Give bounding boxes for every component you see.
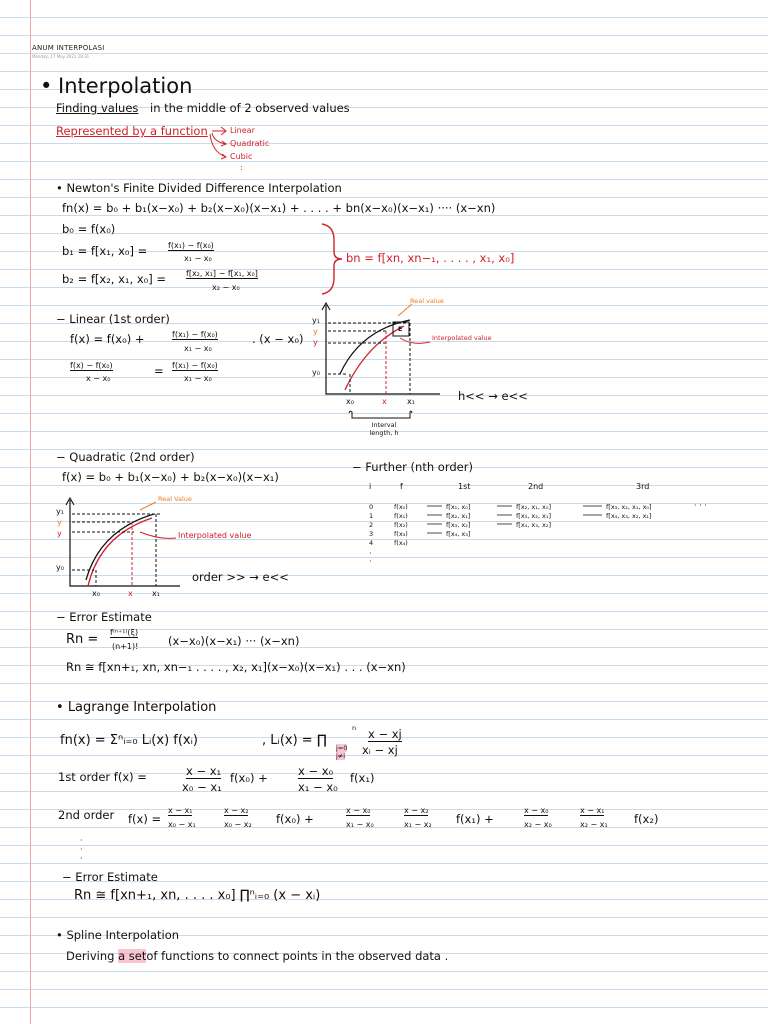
lag2-2-f: f(x₂) [634, 812, 659, 826]
spline-desc-highlight: a set [118, 949, 147, 963]
error1-rn-left: Rn = [66, 632, 99, 647]
newton-b1-num: f(x₁) − f(x₀) [168, 241, 214, 250]
lag2-1-n1: x − x₀ [346, 806, 371, 815]
quad-heading-text: Quadratic (2nd order) [69, 450, 195, 464]
lagrange-heading: • Lagrange Interpolation [56, 700, 217, 715]
error2-heading-text: Error Estimate [75, 870, 158, 884]
newton-b2-num: f[x₂, x₁] − f[x₁, x₀] [186, 269, 258, 278]
error2-heading: − Error Estimate [62, 870, 158, 884]
error1-heading: − Error Estimate [56, 610, 152, 624]
spline-desc-before: Deriving [66, 949, 115, 963]
ft-ellipsis: · · · [694, 501, 707, 510]
quad-x0: x₀ [92, 589, 100, 598]
lagrange-li-sub1: j=0 [336, 744, 348, 752]
linear-x: x [382, 397, 387, 406]
bullet: • [40, 74, 53, 98]
newton-bn: bn = f[xn, xn−₁, . . . . , x₁, x₀] [346, 251, 515, 265]
lag2-1-n2: x − x₂ [404, 806, 429, 815]
lag2-0-n2: x − x₂ [224, 806, 249, 815]
error2-eq: Rn ≅ f[xn+₁, xn, . . . . x₀] ∏ⁿᵢ₌₀ (x − xᵢ) [74, 888, 321, 903]
page-title: Interpolation [58, 74, 193, 98]
lag2-0-n1: x − x₁ [168, 806, 193, 815]
spline-desc-after: of functions to connect points in the observed data . [146, 949, 449, 963]
ft-i-0: 0 [369, 503, 374, 511]
ft-c1-3: f[x₄, x₃] [446, 530, 471, 538]
linear-y: y [313, 327, 318, 336]
lag2-1-f: f(x₁) + [456, 812, 494, 826]
quad-eq: f(x) = b₀ + b₁(x−x₀) + b₂(x−x₀)(x−x₁) [62, 470, 279, 484]
quad-x1: x₁ [152, 589, 160, 598]
ft-c1-2: f[x₃, x₂] [446, 521, 471, 529]
ft-c1-1: f[x₂, x₁] [446, 512, 471, 520]
ft-f-1: f(x₁) [394, 512, 408, 520]
quad-y-interp: y [57, 529, 62, 538]
linear-heading: − Linear (1st order) [56, 312, 170, 326]
lagrange-vdots: · · · [80, 836, 83, 863]
linear-interval: Interval length, h [369, 421, 399, 437]
spline-heading-text: Spline Interpolation [66, 928, 180, 942]
lag2-2-d2: x₂ − x₁ [580, 820, 608, 829]
linear-interp-label: Interpolated value [432, 334, 492, 342]
linear-error-mark: E [398, 325, 403, 333]
ft-f-2: f(x₂) [394, 521, 408, 529]
ft-c2-1: f[x₃, x₂, x₁] [516, 512, 551, 520]
lag1-t1-f: f(x₀) + [230, 771, 268, 785]
linear-eq-right: . (x − x₀) [252, 332, 304, 346]
ft-i-1: 1 [369, 512, 374, 520]
further-col-3rd: 3rd [636, 482, 650, 491]
newton-b1-den: x₁ − x₀ [184, 254, 212, 263]
lag2-0-d1: x₀ − x₁ [168, 820, 196, 829]
linear-y-interp: y [313, 338, 318, 347]
linear-y0: y₀ [312, 368, 320, 377]
newton-heading-text: Newton's Finite Divided Difference Interpolation [66, 181, 342, 195]
lagrange-li-left: , Lᵢ(x) = ∏ [262, 733, 327, 748]
lag2-0-d2: x₀ − x₂ [224, 820, 252, 829]
lag1-t2-num: x − x₀ [298, 764, 334, 778]
ft-c1-0: f[x₁, x₀] [446, 503, 471, 511]
linear-ratio-eq: = [154, 364, 164, 378]
ft-i-2: 2 [369, 521, 374, 529]
linear-ratio-left-num: f(x) − f(x₀) [70, 361, 113, 370]
linear-eq-left: f(x) = f(x₀) + [70, 332, 145, 346]
intro-represented: Represented by a function [56, 124, 208, 138]
page-header-title: ANUM INTERPOLASI [32, 44, 105, 52]
lagrange-fn: fn(x) = Σⁿᵢ₌₀ Lᵢ(x) f(xᵢ) [60, 733, 199, 748]
ft-i-3: 3 [369, 530, 374, 538]
lag2-eq: f(x) = [128, 812, 162, 826]
lag1-t1-num: x − x₁ [186, 764, 222, 778]
page-header-date: Monday, 17 May 2021 18:31 [32, 54, 90, 59]
ft-c2-0: f[x₂, x₁, x₀] [516, 503, 551, 511]
further-col-2nd: 2nd [528, 482, 544, 491]
ft-i-4: 4 [369, 539, 374, 547]
linear-ratio-right-den: x₁ − x₀ [184, 374, 212, 383]
lag1-t1-den: x₀ − x₁ [182, 780, 222, 794]
linear-y1: y₁ [312, 316, 320, 325]
intro-line1-b: in the middle of 2 observed values [150, 101, 350, 115]
quad-heading: − Quadratic (2nd order) [56, 450, 195, 464]
spline-desc [66, 949, 448, 963]
type-more: : [240, 163, 243, 172]
lag2-2-d1: x₂ − x₀ [524, 820, 552, 829]
quad-interp-label: Interpolated value [178, 531, 252, 540]
spline-heading: • Spline Interpolation [56, 928, 180, 942]
lag1-label: 1st order f(x) = [58, 770, 147, 784]
further-col-f: f [400, 482, 403, 491]
newton-b0: b₀ = f(x₀) [62, 222, 116, 236]
further-heading: − Further (nth order) [352, 460, 473, 474]
further-col-1st: 1st [458, 482, 471, 491]
newton-b2-den: x₂ − x₀ [212, 283, 240, 292]
quad-real-label: Real Value [158, 495, 192, 503]
quad-y1: y₁ [56, 507, 64, 516]
ft-vdots: · · [369, 549, 372, 566]
error1-rn-den: (n+1)! [112, 642, 139, 651]
linear-rule: h<< → e<< [458, 389, 528, 403]
lagrange-li-sup: n [352, 724, 357, 732]
ft-f-0: f(x₀) [394, 503, 408, 511]
type-quadratic: Quadratic [230, 139, 270, 148]
newton-general: fn(x) = b₀ + b₁(x−x₀) + b₂(x−x₀)(x−x₁) + . . . . + bn(x−x₀)(x−x₁) ···· (x−xn) [62, 201, 496, 215]
lag2-label: 2nd order [58, 808, 115, 822]
error1-rn-num: f⁽ⁿ⁺¹⁾(ξ) [110, 628, 139, 637]
linear-ratio-left-den: x − x₀ [86, 374, 111, 383]
lag2-1-d2: x₁ − x₂ [404, 820, 432, 829]
newton-heading: • Newton's Finite Divided Difference Interpolation [56, 181, 342, 195]
type-cubic: Cubic [230, 152, 253, 161]
quad-x: x [128, 589, 133, 598]
ft-f-4: f(x₄) [394, 539, 408, 547]
newton-b1-left: b₁ = f[x₁, x₀] = [62, 244, 148, 258]
newton-b2-left: b₂ = f[x₂, x₁, x₀] = [62, 272, 167, 286]
linear-real-label: Real value [410, 297, 444, 305]
linear-eq-den: x₁ − x₀ [184, 344, 212, 353]
lag2-0-f: f(x₀) + [276, 812, 314, 826]
lagrange-li-num: x − xj [368, 727, 402, 741]
quad-y0: y₀ [56, 563, 64, 572]
quad-rule: order >> → e<< [192, 570, 289, 584]
lag2-2-n2: x − x₁ [580, 806, 605, 815]
further-heading-text: Further (nth order) [365, 460, 473, 474]
lag1-t2-den: x₁ − x₀ [298, 780, 338, 794]
lag2-2-n1: x − x₀ [524, 806, 549, 815]
quad-y: y [57, 518, 62, 527]
linear-eq-num: f(x₁) − f(x₀) [172, 330, 218, 339]
ft-c3-0: f[x₃, x₂, x₁, x₀] [606, 503, 652, 511]
error1-rn-right: (x−x₀)(x−x₁) ··· (x−xn) [168, 634, 300, 648]
type-linear: Linear [230, 126, 255, 135]
error1-heading-text: Error Estimate [69, 610, 152, 624]
ft-c3-1: f[x₄, x₃, x₂, x₁] [606, 512, 652, 520]
intro-line1-a: Finding values [56, 101, 139, 115]
ft-f-3: f(x₃) [394, 530, 408, 538]
lagrange-li-den: xᵢ − xj [362, 743, 398, 757]
ft-c2-2: f[x₄, x₃, x₂] [516, 521, 551, 529]
linear-ratio-right-num: f(x₁) − f(x₀) [172, 361, 218, 370]
linear-x0: x₀ [346, 397, 354, 406]
linear-heading-text: Linear (1st order) [69, 312, 170, 326]
lagrange-heading-text: Lagrange Interpolation [67, 700, 217, 715]
lag1-t2-f: f(x₁) [350, 771, 375, 785]
lagrange-li-sub2: j≠i [336, 752, 346, 760]
lag2-1-d1: x₁ − x₀ [346, 820, 374, 829]
error1-approx: Rn ≅ f[xn+₁, xn, xn−₁ . . . . , x₂, x₁](x−x₀)(x−x₁) . . . (x−xn) [66, 660, 406, 674]
linear-x1: x₁ [407, 397, 415, 406]
further-col-i: i [369, 482, 372, 491]
